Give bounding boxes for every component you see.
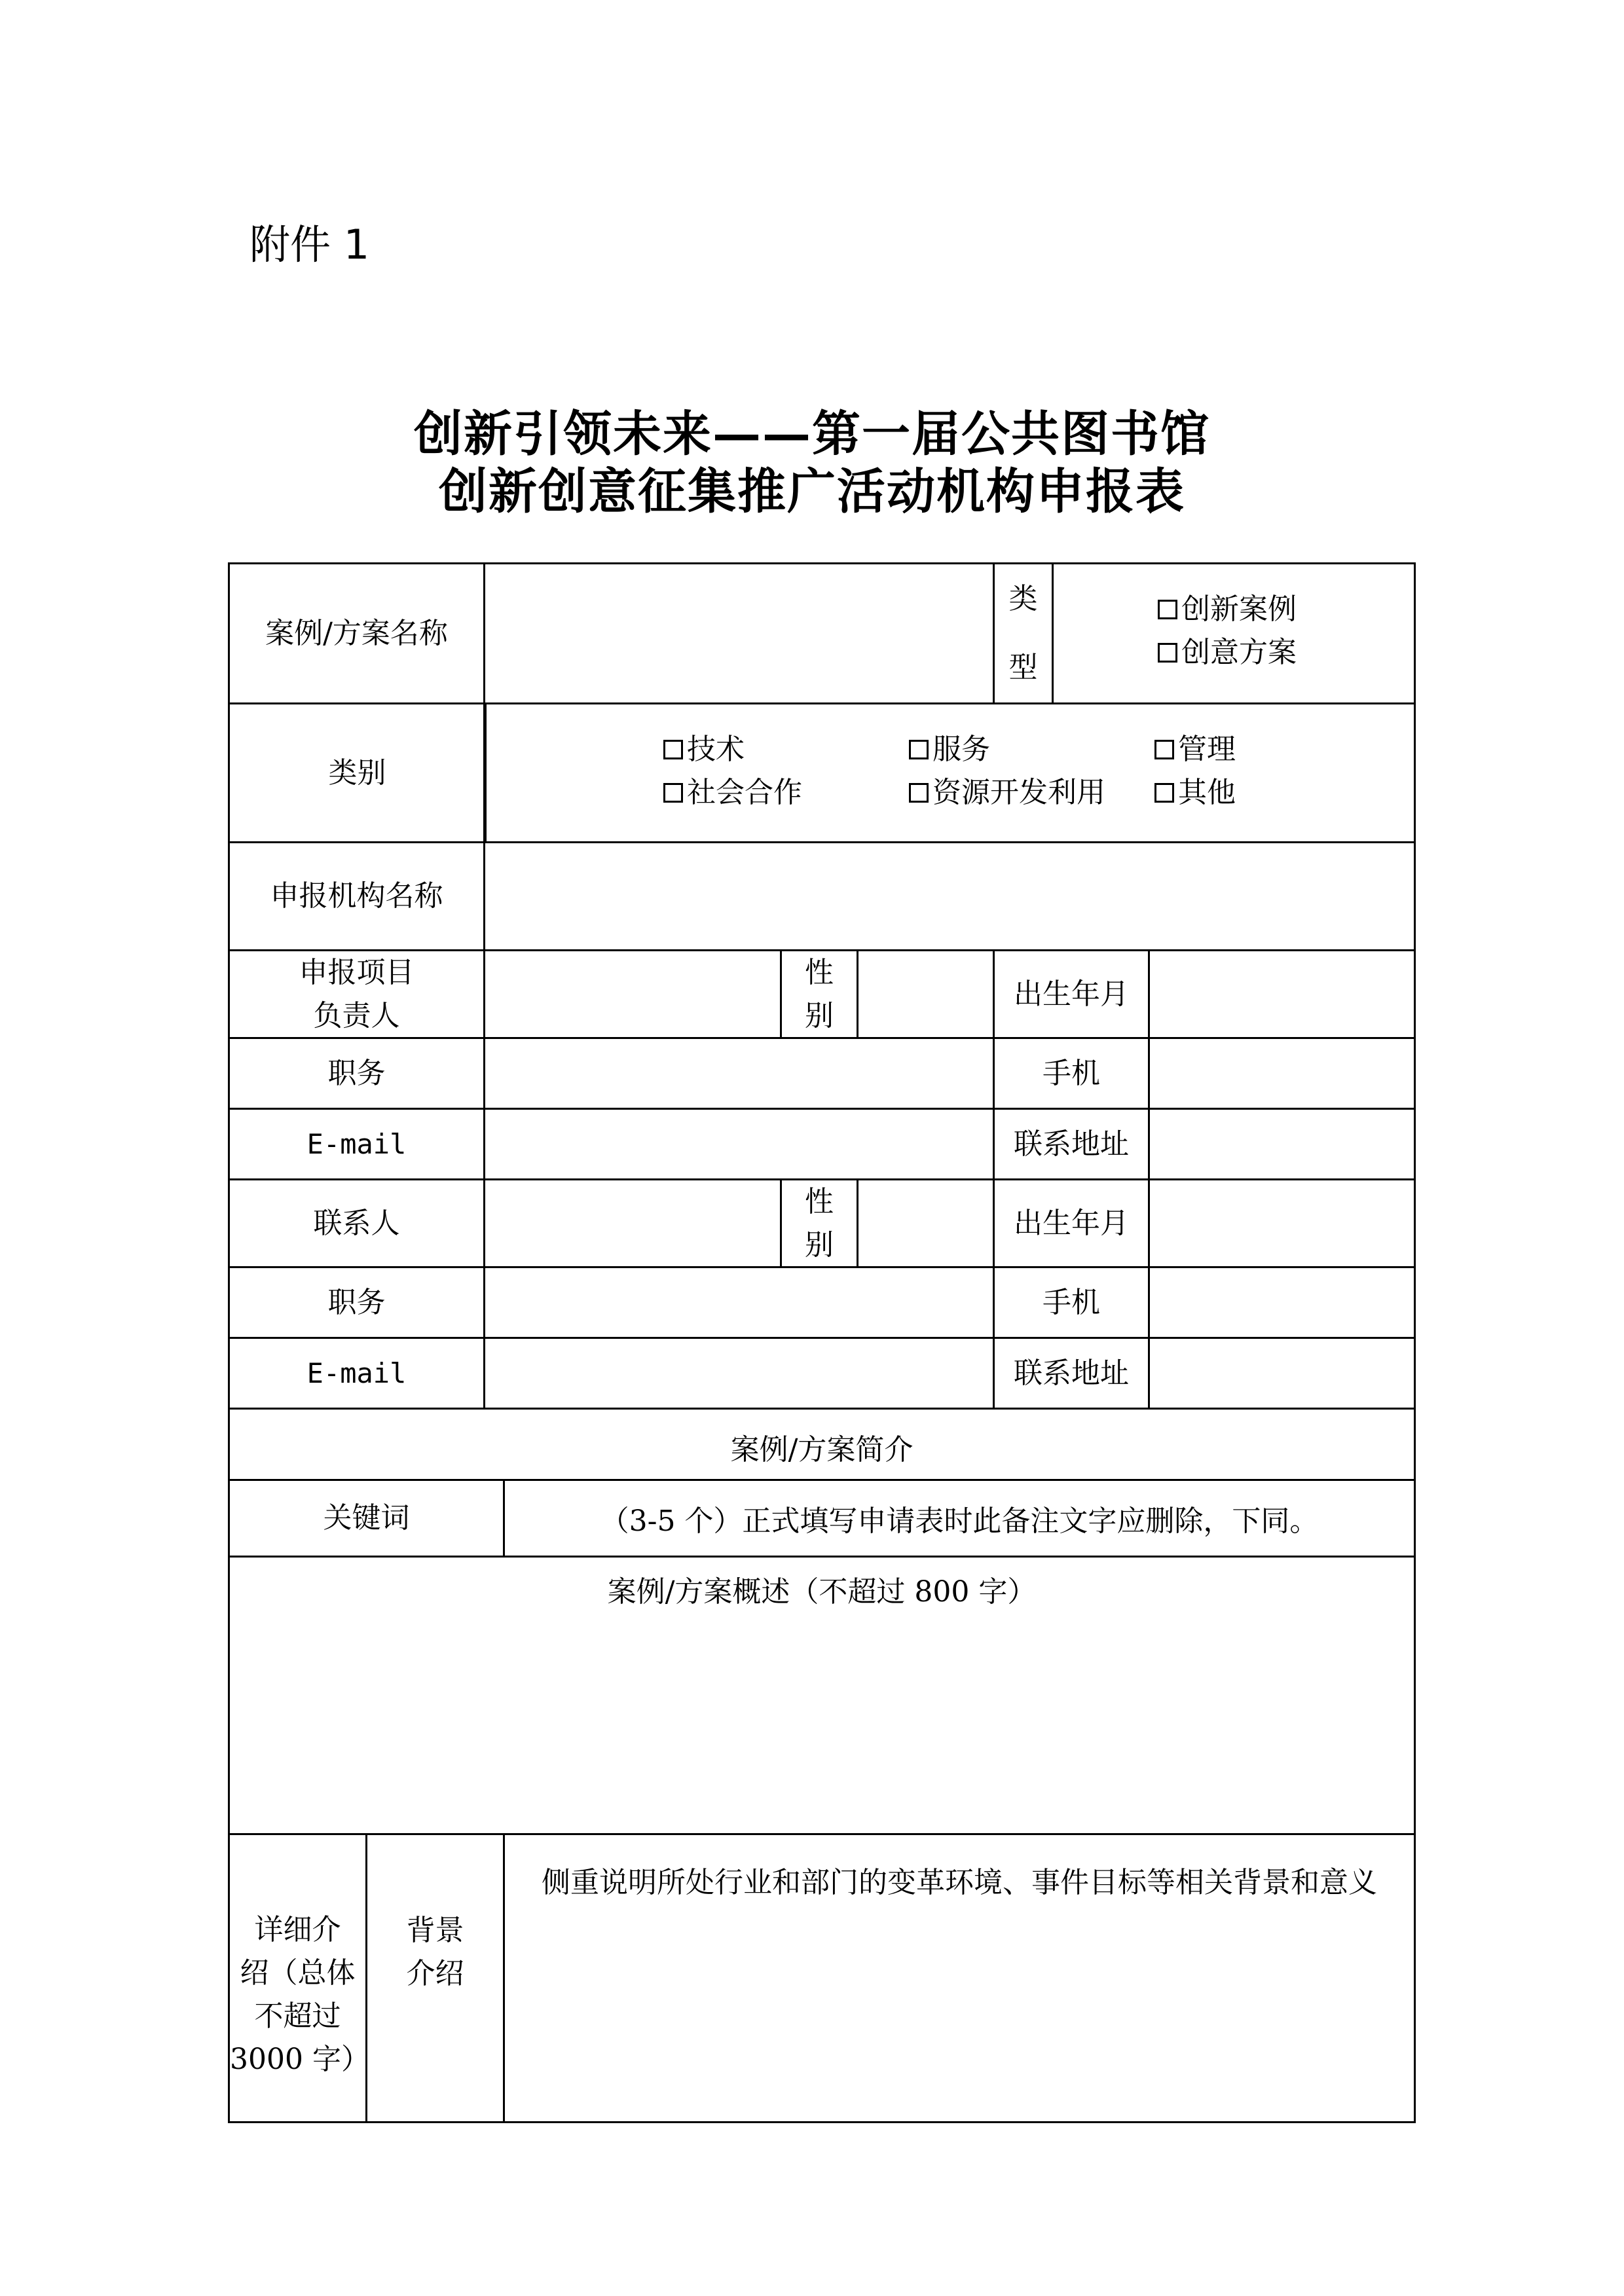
leader-position-label	[228, 1037, 485, 1110]
checkbox-icon[interactable]	[1158, 600, 1177, 619]
detail-label-line2: 绍（总体	[240, 1956, 356, 1990]
leader-name-field[interactable]	[483, 949, 782, 1039]
leader-label-line2: 负责人	[313, 998, 400, 1032]
contact-position-field[interactable]	[483, 1266, 995, 1339]
case-name-label	[228, 562, 485, 704]
leader-gender-field[interactable]	[857, 949, 995, 1039]
contact-gender-field[interactable]	[857, 1178, 995, 1268]
contact-birth-label-text: 出生年月	[1014, 1206, 1129, 1240]
intro-header-text: 案例/方案简介	[730, 1433, 913, 1467]
detail-label-line4: 3000 字）	[230, 2042, 370, 2076]
checkbox-icon[interactable]	[1154, 783, 1174, 803]
contact-gender-char2: 别	[805, 1228, 834, 1262]
keywords-note: （3-5 个）正式填写申请表时此备注文字应删除，下同。	[600, 1504, 1319, 1538]
contact-phone-field[interactable]	[1148, 1266, 1416, 1339]
leader-email-field[interactable]	[483, 1108, 995, 1180]
leader-label-line1: 申报项目	[299, 955, 415, 989]
category-label	[228, 702, 487, 843]
overview-field[interactable]	[228, 1556, 1416, 1835]
leader-address-label	[993, 1108, 1150, 1180]
leader-email-label-text: E-mail	[306, 1127, 407, 1160]
contact-address-label-text: 联系地址	[1014, 1356, 1129, 1390]
leader-label	[228, 949, 485, 1039]
background-label	[365, 1833, 505, 2123]
contact-birth-label	[993, 1178, 1150, 1268]
contact-birth-field[interactable]	[1148, 1178, 1416, 1268]
type-option-case-label: 创新案例	[1181, 592, 1297, 626]
leader-position-label-text: 职务	[327, 1056, 386, 1090]
institution-label-text: 申报机构名称	[270, 879, 443, 913]
contact-phone-label	[993, 1266, 1150, 1339]
contact-address-field[interactable]	[1148, 1337, 1416, 1410]
contact-name-field[interactable]	[483, 1178, 782, 1268]
checkbox-icon[interactable]	[663, 783, 683, 803]
case-name-field[interactable]	[483, 562, 995, 704]
contact-label-text: 联系人	[313, 1206, 400, 1240]
category-label-text: 类别	[328, 756, 386, 790]
detail-label-line1: 详细介	[254, 1912, 341, 1946]
contact-gender-char1: 性	[805, 1184, 834, 1218]
leader-address-field[interactable]	[1148, 1108, 1416, 1180]
checkbox-icon[interactable]	[1154, 740, 1174, 759]
category-option-tech-label: 技术	[687, 733, 745, 766]
category-option-social[interactable]	[663, 771, 802, 814]
leader-gender-char2: 别	[805, 998, 834, 1032]
overview-label: 案例/方案概述（不超过 800 字）	[607, 1575, 1037, 1609]
checkbox-icon[interactable]	[663, 740, 683, 759]
keywords-label	[228, 1479, 505, 1558]
contact-email-field[interactable]	[483, 1337, 995, 1410]
category-option-other[interactable]	[1154, 771, 1236, 814]
type-label-char2: 型	[1008, 651, 1038, 684]
category-option-social-label: 社会合作	[687, 776, 802, 809]
checkbox-icon[interactable]	[909, 783, 929, 803]
intro-header	[228, 1408, 1416, 1481]
contact-gender-label	[780, 1178, 858, 1268]
contact-position-label-text: 职务	[327, 1285, 386, 1319]
background-field[interactable]	[503, 1833, 1416, 2123]
category-option-resource[interactable]	[909, 771, 1105, 814]
contact-position-label	[228, 1266, 485, 1339]
contact-label	[228, 1178, 485, 1268]
detail-label	[228, 1833, 370, 2123]
leader-email-label	[228, 1108, 485, 1180]
institution-label	[228, 841, 485, 951]
leader-birth-label	[993, 949, 1150, 1039]
leader-gender-char1: 性	[805, 955, 834, 989]
background-label-line2: 介绍	[406, 1956, 464, 1990]
keywords-label-text: 关键词	[323, 1501, 410, 1535]
leader-gender-label	[780, 949, 858, 1039]
category-option-tech[interactable]	[663, 728, 745, 771]
form-title-line2: 创新创意征集推广活动机构申报表	[439, 464, 1185, 520]
attachment-label: 附件 1	[249, 221, 370, 268]
contact-email-label-text: E-mail	[306, 1357, 407, 1389]
category-options-cell	[483, 702, 1416, 843]
category-option-management[interactable]	[1154, 728, 1236, 771]
type-option-idea-label: 创意方案	[1181, 636, 1297, 669]
leader-phone-label-text: 手机	[1043, 1056, 1100, 1090]
leader-birth-label-text: 出生年月	[1014, 977, 1129, 1011]
form-title-line1: 创新引领未来——第一届公共图书馆	[414, 406, 1210, 462]
contact-address-label	[993, 1337, 1150, 1410]
detail-label-line3: 不超过	[254, 1999, 341, 2033]
background-note: 侧重说明所处行业和部门的变革环境、事件目标等相关背景和意义	[542, 1866, 1377, 1899]
case-name-label-text: 案例/方案名称	[265, 616, 448, 650]
category-option-management-label: 管理	[1178, 733, 1236, 766]
leader-address-label-text: 联系地址	[1014, 1127, 1129, 1161]
type-option-idea[interactable]	[1158, 631, 1297, 674]
category-option-resource-label: 资源开发利用	[932, 776, 1105, 809]
leader-position-field[interactable]	[483, 1037, 995, 1110]
category-option-service-label: 服务	[932, 733, 990, 766]
type-label	[993, 562, 1054, 704]
institution-field[interactable]	[483, 841, 1416, 951]
leader-birth-field[interactable]	[1148, 949, 1416, 1039]
leader-phone-field[interactable]	[1148, 1037, 1416, 1110]
category-option-other-label: 其他	[1178, 776, 1236, 809]
checkbox-icon[interactable]	[1158, 643, 1177, 663]
checkbox-icon[interactable]	[909, 740, 929, 759]
type-option-case[interactable]	[1158, 588, 1297, 631]
contact-email-label	[228, 1337, 485, 1410]
category-option-service[interactable]	[909, 728, 990, 771]
keywords-field[interactable]	[503, 1479, 1416, 1558]
type-options-cell	[1052, 562, 1416, 704]
leader-phone-label	[993, 1037, 1150, 1110]
contact-phone-label-text: 手机	[1043, 1285, 1100, 1319]
background-label-line1: 背景	[406, 1913, 464, 1947]
type-label-char1: 类	[1008, 582, 1038, 615]
